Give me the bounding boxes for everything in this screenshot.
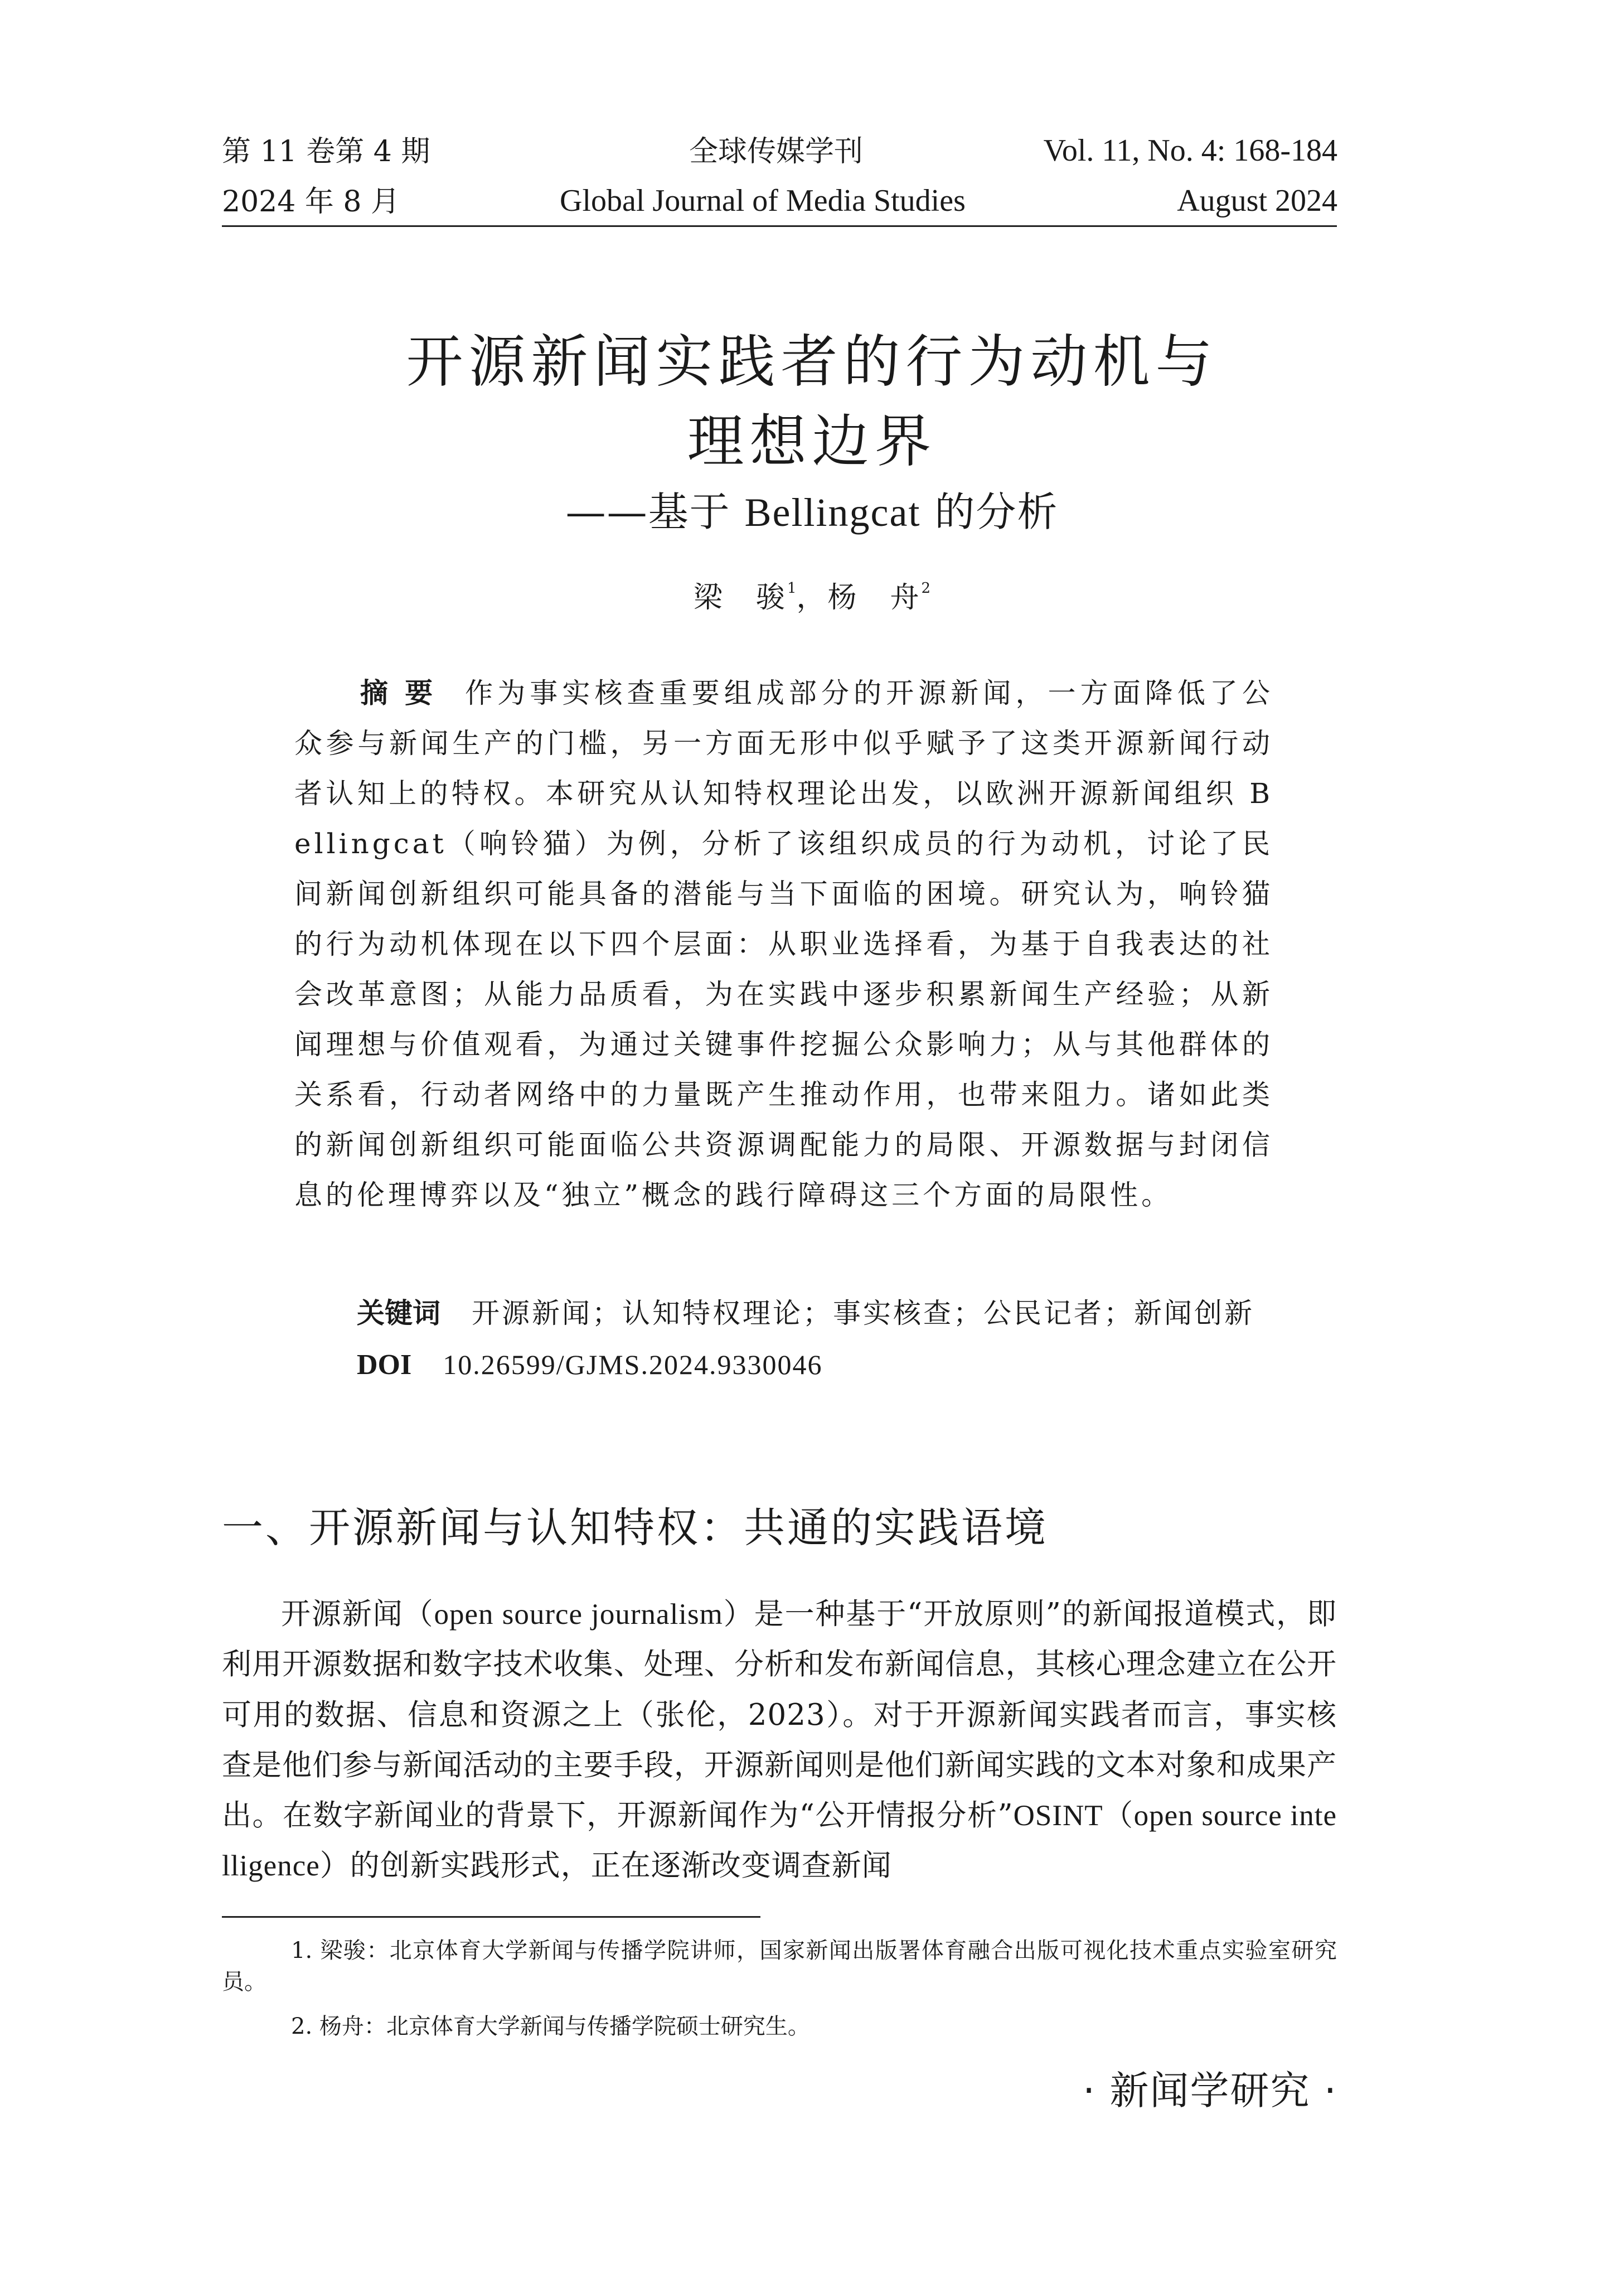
- volume-issue-en: Vol. 11, No. 4: 168-184: [1043, 133, 1337, 168]
- subtitle-prefix: ——基于: [565, 488, 745, 535]
- doi-row: [357, 1345, 822, 1385]
- keywords-row: [357, 1294, 1254, 1333]
- journal-title-cn: 全球传媒学刊: [689, 135, 864, 168]
- body-text-en1: open source journalism: [434, 1598, 723, 1631]
- subtitle-en: Bellingcat: [744, 490, 921, 535]
- date-en: August 2024: [1177, 183, 1337, 218]
- body-text-b: ）是一种基于“开放原则”的新闻报道模式，即利用开源数据和数字技术收集、处理、分析和发布新闻信息，其核心理念建立在公开可用的数据、信息和资源之上（张伦，2023）。对于开源新闻实践者而言，事实核查是他们参与新闻活动的主要手段，开源新闻则是他们新闻实践的文本对象和成果产出。在数字新闻业的背景下，开源新闻作为“公开情报分析”: [222, 1597, 1337, 1833]
- footnote-2-text: 2. 杨舟：北京体育大学新闻与传播学院硕士研究生。: [291, 2014, 810, 2039]
- section-heading: 一、开源新闻与认知特权：共通的实践语境: [222, 1504, 1048, 1552]
- author-2-mark: 2: [921, 580, 931, 597]
- header-rule: [222, 225, 1337, 227]
- keywords-text: 开源新闻；认知特权理论；事实核查；公民记者；新闻创新: [472, 1297, 1254, 1329]
- doi-label: DOI: [357, 1349, 412, 1381]
- author-separator: ，: [796, 581, 828, 615]
- author-1: 梁 骏: [693, 581, 787, 615]
- footnote-2: [222, 2011, 1337, 2042]
- volume-issue-cn: 第 11 卷第 4 期: [222, 135, 430, 168]
- footnote-1: [222, 1935, 1337, 1997]
- footnote-1-text: 1. 梁骏：北京体育大学新闻与传播学院讲师，国家新闻出版署体育融合出版可视化技术重点实验室研究员。: [222, 1938, 1337, 1995]
- article-title-line1: 开源新闻实践者的行为动机与: [406, 329, 1218, 395]
- subtitle-suffix: 的分析: [920, 488, 1059, 535]
- doi-value[interactable]: 10.26599/GJMS.2024.9330046: [443, 1349, 823, 1380]
- date-cn: 2024 年 8 月: [222, 185, 400, 219]
- author-1-mark: 1: [787, 580, 797, 597]
- author-line: [0, 569, 1624, 617]
- abstract-label: 摘要: [360, 677, 450, 709]
- keywords-label: 关键词: [357, 1297, 440, 1329]
- abstract-text: 作为事实核查重要组成部分的开源新闻，一方面降低了公众参与新闻生产的门槛，另一方面无形中似乎赋予了这类开源新闻行动者认知上的特权。本研究从认知特权理论出发，以欧洲开源新闻组织 Bellingcat（响铃猫）为例，分析了该组织成员的行为动机，讨论了民间新闻创新组织可能具备的潜能与当下面临的困境。研究认为，响铃猫的行为动机体现在以下四个层面：从职业选择看，为基于自我表达的社会改革意图；从能力品质看，为在实践中逐步积累新闻生产经验；从新闻理想与价值观看，为通过关键事件挖掘公众影响力；从与其他群体的关系看，行动者网络中的力量既产生推动作用，也带来阻力。诸如此类的新闻创新组织可能面临公共资源调配能力的局限、开源数据与封闭信息的伦理博弈以及“独立”概念的践行障碍这三个方面的局限性。: [294, 677, 1274, 1211]
- footnote-rule: [222, 1916, 760, 1918]
- column-label: · 新闻学研究 ·: [1082, 2068, 1337, 2113]
- article-subtitle: [0, 485, 1624, 539]
- abstract: [294, 668, 1273, 1220]
- body-paragraph: [222, 1589, 1337, 1892]
- journal-title-en: Global Journal of Media Studies: [560, 183, 966, 218]
- body-text-c: 的创新实践形式，正在逐渐改变调查新闻: [350, 1849, 892, 1883]
- body-text-a: 开源新闻（: [281, 1597, 434, 1631]
- article-title-line2: 理想边界: [687, 409, 937, 475]
- author-2: 杨 舟: [827, 581, 922, 615]
- body-text-en2: OSINT（open source intelligence）: [222, 1800, 1337, 1883]
